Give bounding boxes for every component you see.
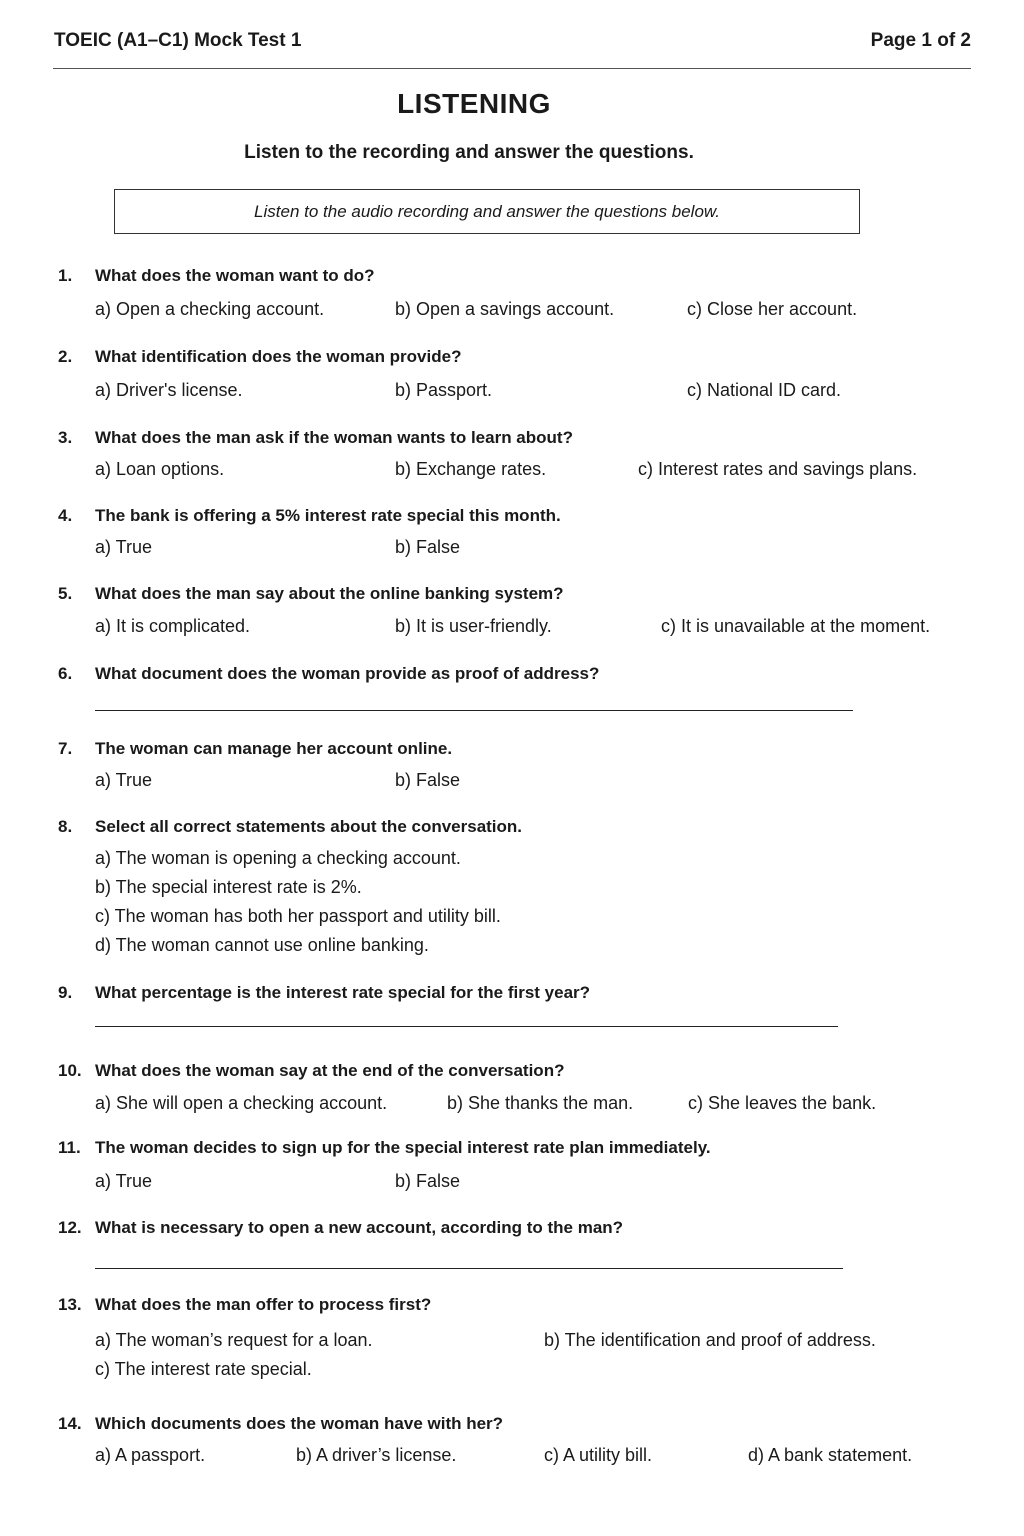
question-number: 2. bbox=[58, 347, 73, 366]
answer-blank-line[interactable] bbox=[95, 1026, 838, 1027]
section-subtitle: Listen to the recording and answer the questions. bbox=[244, 142, 694, 163]
answer-option[interactable]: a) The woman is opening a checking account. bbox=[95, 848, 461, 868]
test-title: TOEIC (A1–C1) Mock Test 1 bbox=[54, 30, 302, 51]
answer-option[interactable]: b) The special interest rate is 2%. bbox=[95, 877, 362, 897]
header-divider bbox=[53, 68, 971, 69]
answer-option[interactable]: b) A driver’s license. bbox=[296, 1445, 457, 1465]
answer-option[interactable]: d) The woman cannot use online banking. bbox=[95, 935, 429, 955]
question-text: What percentage is the interest rate special for the first year? bbox=[95, 983, 591, 1002]
question-number: 5. bbox=[58, 584, 73, 603]
question-number: 1. bbox=[58, 266, 73, 285]
question-number: 4. bbox=[58, 506, 73, 525]
question-text: What does the woman want to do? bbox=[95, 266, 375, 285]
answer-option[interactable]: b) Passport. bbox=[395, 380, 493, 400]
answer-option[interactable]: c) A utility bill. bbox=[544, 1445, 653, 1465]
answer-blank-line[interactable] bbox=[95, 710, 853, 711]
question-number: 13. bbox=[58, 1295, 82, 1314]
answer-option[interactable]: a) True bbox=[95, 1171, 153, 1191]
question-text: Select all correct statements about the conversation. bbox=[95, 817, 523, 836]
question-text: The woman can manage her account online. bbox=[95, 739, 453, 758]
question-number: 11. bbox=[58, 1138, 81, 1157]
answer-option[interactable]: b) False bbox=[395, 770, 461, 790]
question-text: Which documents does the woman have with her? bbox=[95, 1414, 504, 1433]
question-number: 10. bbox=[58, 1061, 82, 1080]
answer-option[interactable]: a) Driver's license. bbox=[95, 380, 243, 400]
question-number: 3. bbox=[58, 428, 73, 447]
question-text: What document does the woman provide as proof of address? bbox=[95, 664, 600, 683]
question-text: The bank is offering a 5% interest rate special this month. bbox=[95, 506, 561, 525]
answer-option[interactable]: a) Open a checking account. bbox=[95, 299, 325, 319]
answer-blank-line[interactable] bbox=[95, 1268, 843, 1269]
answer-option[interactable]: a) The woman’s request for a loan. bbox=[95, 1330, 373, 1350]
question-text: What is necessary to open a new account, according to the man? bbox=[95, 1218, 624, 1237]
answer-option[interactable]: b) False bbox=[395, 1171, 461, 1191]
answer-option[interactable]: c) The interest rate special. bbox=[95, 1359, 312, 1379]
answer-option[interactable]: b) It is user-friendly. bbox=[395, 616, 552, 636]
answer-option[interactable]: b) Open a savings account. bbox=[395, 299, 615, 319]
question-number: 12. bbox=[58, 1218, 82, 1237]
question-text: The woman decides to sign up for the special interest rate plan immediately. bbox=[95, 1138, 711, 1157]
answer-option[interactable]: c) Interest rates and savings plans. bbox=[638, 459, 918, 479]
answer-option[interactable]: a) She will open a checking account. bbox=[95, 1093, 388, 1113]
answer-option[interactable]: c) The woman has both her passport and utility bill. bbox=[95, 906, 501, 926]
question-number: 7. bbox=[58, 739, 73, 758]
question-text: What does the man say about the online banking system? bbox=[95, 584, 564, 603]
answer-option[interactable]: c) It is unavailable at the moment. bbox=[661, 616, 931, 636]
answer-option[interactable]: c) She leaves the bank. bbox=[688, 1093, 877, 1113]
answer-option[interactable]: c) National ID card. bbox=[687, 380, 842, 400]
answer-option[interactable]: a) It is complicated. bbox=[95, 616, 251, 636]
instruction-box bbox=[114, 189, 860, 234]
question-text: What identification does the woman provide? bbox=[95, 347, 462, 366]
page-indicator: Page 1 of 2 bbox=[870, 30, 971, 51]
question-number: 6. bbox=[58, 664, 73, 683]
answer-option[interactable]: a) True bbox=[95, 537, 153, 557]
answer-option[interactable]: b) Exchange rates. bbox=[395, 459, 547, 479]
answer-option[interactable]: b) She thanks the man. bbox=[447, 1093, 634, 1113]
question-text: What does the man ask if the woman wants to learn about? bbox=[95, 428, 573, 447]
question-text: What does the woman say at the end of the conversation? bbox=[95, 1061, 565, 1080]
answer-option[interactable]: c) Close her account. bbox=[687, 299, 858, 319]
answer-option[interactable]: a) Loan options. bbox=[95, 459, 225, 479]
answer-option[interactable]: b) False bbox=[395, 537, 461, 557]
answer-option[interactable]: d) A bank statement. bbox=[748, 1445, 913, 1465]
answer-option[interactable]: a) True bbox=[95, 770, 153, 790]
question-number: 8. bbox=[58, 817, 73, 836]
answer-option[interactable]: a) A passport. bbox=[95, 1445, 206, 1465]
question-number: 14. bbox=[58, 1414, 82, 1433]
instruction-text: Listen to the audio recording and answer the questions below. bbox=[254, 201, 720, 221]
answer-option[interactable]: b) The identification and proof of address. bbox=[544, 1330, 876, 1350]
section-title: LISTENING bbox=[397, 88, 551, 119]
question-text: What does the man offer to process first? bbox=[95, 1295, 432, 1314]
question-number: 9. bbox=[58, 983, 73, 1002]
